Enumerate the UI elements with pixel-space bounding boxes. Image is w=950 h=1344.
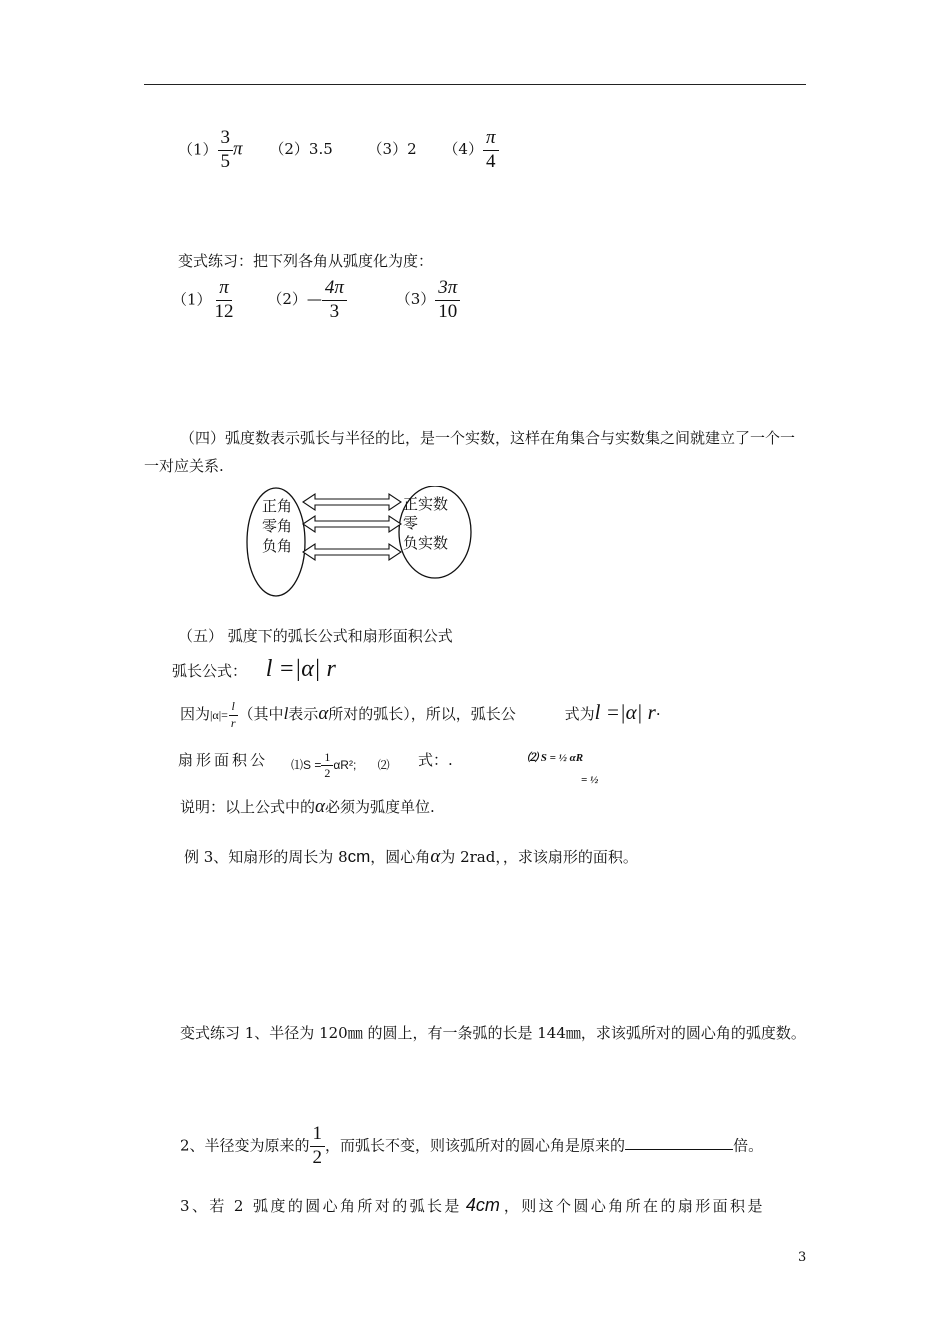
header-rule [144, 84, 806, 85]
answer-2: （2）3.5 [269, 140, 333, 159]
variant-2-question-2: 2、半径变为原来的 $\frac{1}{2}$ ，而弧长不变，则该弧所对的圆心角是原来的 倍。 [180, 1123, 764, 1168]
arc-length-formula: l =|α| r [265, 656, 336, 682]
left-label-positive: 正角 [262, 497, 293, 515]
area-formula-label: 扇形面积公 [178, 751, 269, 769]
answer-1-fraction: $\frac{3}{5}$ [218, 128, 234, 173]
answers-line [178, 128, 499, 173]
because-line: 因为|α|= $\frac{l}{r}$ （其中l表示α所对的弧长），所以，弧长公 式为l =|α| r· [180, 699, 661, 730]
left-label-zero: 零角 [262, 517, 293, 535]
answer-4-fraction: $\frac{\pi}{4}$ [483, 128, 499, 173]
answer-1-label: （1） [178, 140, 218, 159]
double-arrow-1 [303, 494, 401, 510]
right-label-positive: 正实数 [403, 495, 449, 513]
pi-symbol: π [233, 138, 243, 160]
garbled-formula: ⑵ S = ½ αR [527, 752, 584, 764]
area-formula-label-end: 式：. [418, 751, 453, 769]
right-label-zero: 零 [403, 514, 419, 532]
right-label-negative: 负实数 [403, 534, 449, 552]
section-4-text: （四）弧度数表示弧长与半径的比，是一个实数，这样在角集合与实数集之间就建立了一个一一对应关系. [144, 429, 796, 475]
l-over-r-fraction: $\frac{l}{r}$ [228, 700, 239, 729]
variant-1-fraction-1: $\frac{\pi}{12}$ [214, 277, 234, 322]
variant-2-question-1: 变式练习 1、半径为 120㎜ 的圆上，有一条弧的长是 144㎜，求该弧所对的圆心角的弧度数。 [180, 1024, 806, 1042]
note-line: 说明：以上公式中的α必须为弧度单位. [180, 796, 435, 817]
variant-1-fraction-2: $\frac{4\pi}{3}$ [322, 278, 347, 323]
example-3: 例 3、知扇形的周长为 8cm，圆心角α为 2rad，，求该扇形的面积。 [184, 846, 638, 867]
answer-3: （3）2 [367, 140, 417, 159]
variant-1-items: （1） $\frac{\pi}{12}$ （2）— $\frac{4\pi}{3}$ （3） $\frac{3\pi}{10}$ [172, 278, 460, 323]
area-formula-1: ⑴S = $\frac{1}{2}$ αR²; ⑵ [291, 750, 390, 781]
answer-blank[interactable] [625, 1135, 733, 1150]
arc-formula-line: 弧长公式： l =|α| r [172, 656, 336, 682]
double-arrow-2 [303, 516, 401, 532]
variant-2-question-3: 3、若 2 弧度的圆心角所对的弧长是 4cm ，则这个圆心角所在的扇形面积是 [180, 1195, 765, 1215]
left-label-negative: 负角 [262, 537, 293, 555]
area-formula-2-label: ⑵ [377, 757, 390, 772]
double-arrows [303, 494, 401, 560]
variant-1-fraction-3: $\frac{3\pi}{10}$ [435, 278, 460, 323]
section-5-title: （五） 弧度下的弧长公式和扇形面积公式 [178, 627, 453, 645]
arc-formula-repeat: l =|α| r [594, 700, 656, 724]
correspondence-diagram [245, 486, 475, 600]
page-number: 3 [798, 1250, 807, 1265]
variant-1-title: 变式练习：把下列各角从弧度化为度： [178, 252, 434, 270]
double-arrow-3 [303, 544, 401, 560]
answer-4-label: （4） [443, 140, 483, 159]
garbled-formula-2: = ½ [581, 774, 599, 786]
